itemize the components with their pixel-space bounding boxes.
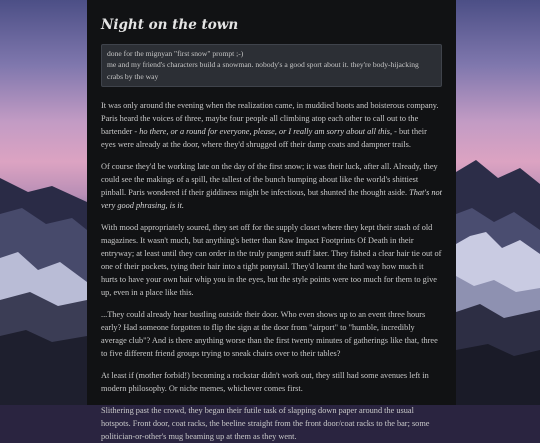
story-paragraph: ...They could already hear bustling outside their door. Who even shows up to an event three hours early? Had someone forgotten to flip the sign at the door from "airport" to "humble, incredibly average club"? And is there anything worse than the first twenty minutes of gatherings like that, three to five different friend groups trying to sneak chairs over to their tables? <box>101 309 438 358</box>
story-paragraph: At least if (mother forbid!) becoming a rockstar didn't work out, they still had some avenues left in modern philosophy. Or niche memes, whichever comes first. <box>101 370 429 393</box>
story-paragraph: Of course they'd be working late on the day of the first snow; it was their luck, after all. Already, they could see the makings of a spill, the tallest of the bunch bumping about like the world's shittiest pinball. Paris wondered if their giddiness might be infectious, but shunted the thought aside. That's not very good phrasing, is it. <box>101 161 442 210</box>
story-body <box>101 99 442 443</box>
work-title: Night on the town <box>101 17 239 33</box>
summary-line: me and my friend's characters build a snowman. nobody's a good sport about it. they're body-hijacking crabs by the way <box>107 60 419 81</box>
emphasis-text: That's not very good phrasing, is it. <box>101 187 442 210</box>
story-panel <box>87 0 456 441</box>
story-paragraph: Slithering past the crowd, they began their futile task of slapping down paper around the usual hotspots. Front door, coat racks, the beeline straight from the front door/coat racks to the bar; some politician-or-other's mug beaming up at them as they went. <box>101 405 430 441</box>
summary-box <box>101 44 442 87</box>
story-paragraph: With mood appropriately soured, they set off for the supply closet where they kept their stash of old magazines. It wasn't much, but anything's better than Raw Impact Footprints Of Death in their entryway; at least until they can order in the truly pungent stuff later. They fished a clear hair tie out of one of their pockets, tying their hair into a tight ponytail. They'd learnt the hard way how much it hurts to have your own hair whip you in the eyes, but the style points were too much for them to give up, even in a place like this. <box>101 222 442 297</box>
emphasis-text: ho there, or a round for everyone, please, or I really am sorry about all this, <box>139 126 393 136</box>
summary-line: done for the mignyan "first snow" prompt ;-) <box>107 49 244 58</box>
story-paragraph: It was only around the evening when the realization came, in muddied boots and boisterous company. Paris heard the voices of three, maybe four people all climbing atop each other to call out to the bartender - ho there, or a round for everyone, please, or I really am sorry about all this, - but their eyes were already at the door, where they'd shrugged off their damp coats and dampner trails. <box>101 100 439 149</box>
